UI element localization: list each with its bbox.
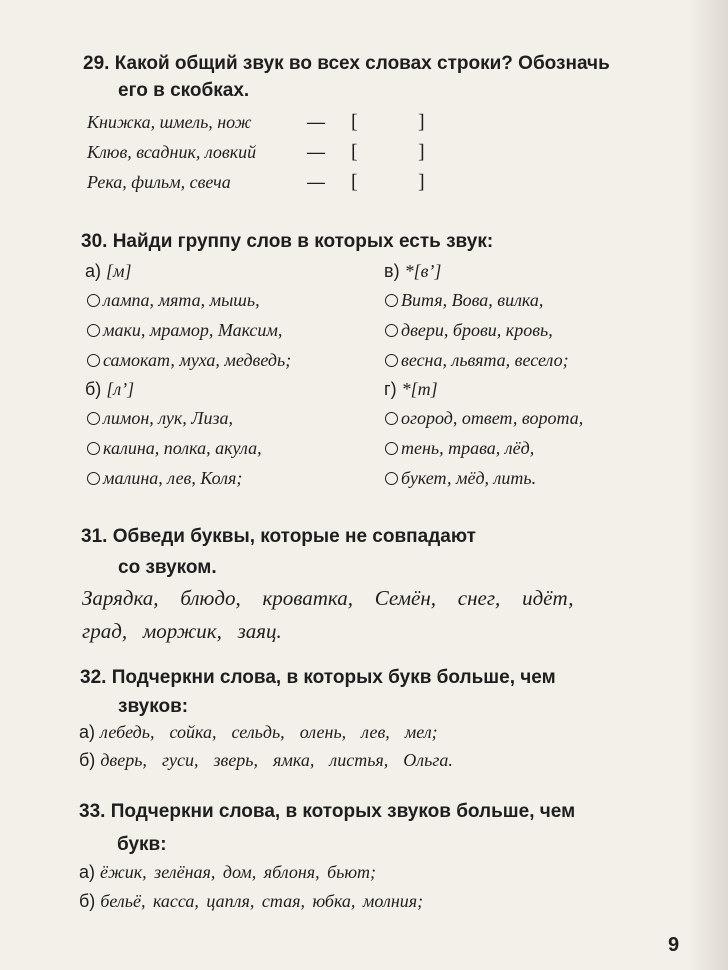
task-31-title-line2: со звуком. bbox=[118, 557, 217, 578]
word[interactable]: сельдь, bbox=[231, 722, 285, 742]
word[interactable]: заяц. bbox=[237, 619, 282, 643]
word[interactable]: снег, bbox=[457, 586, 501, 610]
dash: — bbox=[307, 112, 325, 132]
option-v-2[interactable]: двери, брови, кровь, bbox=[385, 320, 553, 341]
radio-circle-icon[interactable] bbox=[385, 294, 398, 307]
word-list[interactable]: ёжик, зелёная, дом, яблоня, бьют; bbox=[100, 862, 377, 882]
task-32-row-a bbox=[79, 722, 438, 743]
option-v-3[interactable]: весна, львята, весело; bbox=[385, 350, 569, 371]
option-a-2[interactable]: маки, мрамор, Максим, bbox=[87, 320, 282, 341]
answer-bracket-close[interactable]: ] bbox=[418, 111, 425, 133]
task-32-title-line1: 32. Подчеркни слова, в которых букв больше, чем bbox=[80, 667, 556, 688]
word[interactable]: идёт, bbox=[522, 586, 574, 610]
option-a-1[interactable]: лампа, мята, мышь, bbox=[87, 290, 260, 311]
radio-circle-icon[interactable] bbox=[87, 324, 100, 337]
option-g-2[interactable]: тень, трава, лёд, bbox=[385, 438, 534, 459]
radio-circle-icon[interactable] bbox=[385, 442, 398, 455]
word[interactable]: лебедь, bbox=[100, 722, 155, 742]
task-33-title-line2: букв: bbox=[117, 834, 167, 855]
word[interactable]: гуси, bbox=[161, 750, 199, 770]
word[interactable]: моржик, bbox=[142, 619, 222, 643]
option-v-1[interactable]: Витя, Вова, вилка, bbox=[385, 290, 543, 311]
word[interactable]: Семён, bbox=[374, 586, 437, 610]
radio-circle-icon[interactable] bbox=[385, 324, 398, 337]
word[interactable]: кроватка, bbox=[262, 586, 353, 610]
page-number: 9 bbox=[668, 934, 680, 956]
task-31-words-line2 bbox=[82, 619, 282, 644]
group-b-label: б) [л’] bbox=[85, 379, 135, 399]
answer-bracket-open[interactable]: [ bbox=[351, 171, 358, 193]
word[interactable]: лев, bbox=[361, 722, 390, 742]
task-29-title-line1: 29. Какой общий звук во всех словах строки? Обозначь bbox=[83, 53, 610, 74]
option-g-3[interactable]: букет, мёд, лить. bbox=[385, 468, 536, 489]
task-33-row-a bbox=[79, 862, 376, 883]
row-label: а) bbox=[79, 722, 96, 742]
page-edge-shadow bbox=[688, 0, 728, 970]
group-a-label: а) [м] bbox=[85, 261, 132, 281]
radio-circle-icon[interactable] bbox=[87, 354, 100, 367]
option-a-3[interactable]: самокат, муха, медведь; bbox=[87, 350, 291, 371]
option-g-1[interactable]: огород, ответ, ворота, bbox=[385, 408, 583, 429]
radio-circle-icon[interactable] bbox=[385, 354, 398, 367]
radio-circle-icon[interactable] bbox=[385, 412, 398, 425]
task-32-title-line2: звуков: bbox=[118, 696, 189, 717]
dash: — bbox=[307, 142, 325, 162]
radio-circle-icon[interactable] bbox=[87, 472, 100, 485]
radio-circle-icon[interactable] bbox=[87, 442, 100, 455]
row-label: б) bbox=[79, 891, 96, 911]
answer-bracket-close[interactable]: ] bbox=[418, 171, 425, 193]
word[interactable]: дверь, bbox=[100, 750, 147, 770]
task-31-words-line1 bbox=[82, 586, 573, 611]
option-b-3[interactable]: малина, лев, Коля; bbox=[87, 468, 242, 489]
word[interactable]: град, bbox=[82, 619, 128, 643]
word[interactable]: сойка, bbox=[169, 722, 217, 742]
group-g-label: г) *[т] bbox=[384, 379, 438, 399]
task-33-row-b bbox=[79, 891, 423, 912]
radio-circle-icon[interactable] bbox=[385, 472, 398, 485]
word[interactable]: листья, bbox=[329, 750, 389, 770]
task-30-title: 30. Найди группу слов в которых есть звук: bbox=[81, 231, 494, 252]
word[interactable]: блюдо, bbox=[180, 586, 241, 610]
row-label: а) bbox=[79, 862, 96, 882]
radio-circle-icon[interactable] bbox=[87, 294, 100, 307]
word[interactable]: Ольга. bbox=[403, 750, 453, 770]
task-29-row-words: Книжка, шмель, нож bbox=[87, 112, 252, 132]
word[interactable]: ямка, bbox=[273, 750, 315, 770]
answer-bracket-open[interactable]: [ bbox=[351, 111, 358, 133]
option-b-1[interactable]: лимон, лук, Лиза, bbox=[87, 408, 233, 429]
task-32-row-b bbox=[79, 750, 453, 771]
task-29-row-words: Река, фильм, свеча bbox=[87, 172, 231, 192]
dash: — bbox=[307, 172, 325, 192]
task-29-row-words: Клюв, всадник, ловкий bbox=[87, 142, 257, 162]
task-29-title-line2: его в скобках. bbox=[118, 80, 250, 101]
task-33-title-line1: 33. Подчеркни слова, в которых звуков больше, чем bbox=[79, 801, 576, 822]
word[interactable]: олень, bbox=[299, 722, 347, 742]
word[interactable]: Зарядка, bbox=[82, 586, 159, 610]
word-list[interactable]: бельё, касса, цапля, стая, юбка, молния; bbox=[100, 891, 424, 911]
radio-circle-icon[interactable] bbox=[87, 412, 100, 425]
group-v-label: в) *[в’] bbox=[384, 261, 442, 281]
task-31-title-line1: 31. Обведи буквы, которые не совпадают bbox=[81, 526, 476, 547]
word[interactable]: мел; bbox=[404, 722, 438, 742]
word[interactable]: зверь, bbox=[213, 750, 259, 770]
option-b-2[interactable]: калина, полка, акула, bbox=[87, 438, 262, 459]
row-label: б) bbox=[79, 750, 96, 770]
answer-bracket-close[interactable]: ] bbox=[418, 141, 425, 163]
answer-bracket-open[interactable]: [ bbox=[351, 141, 358, 163]
